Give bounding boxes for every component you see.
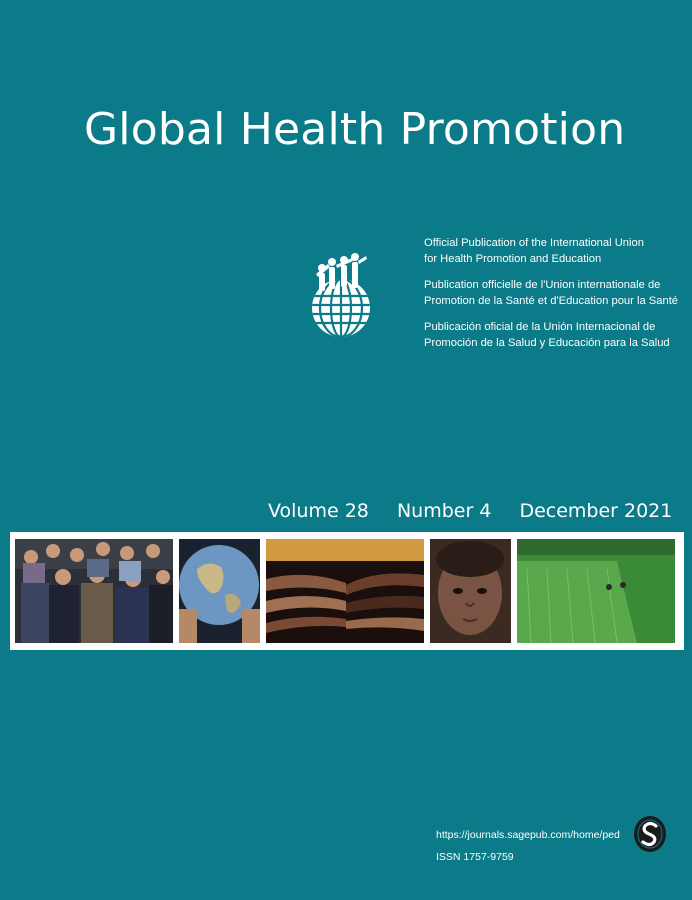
issue-info <box>268 498 688 524</box>
publication-statement <box>424 236 686 362</box>
publication-line: Official Publication of the International Union <box>424 237 644 249</box>
stacked-hands-photo <box>266 539 424 643</box>
rice-field-photo <box>517 539 675 643</box>
publication-line: Promoción de la Salud y Educación para la Salud <box>424 336 670 349</box>
globe-in-hands-photo <box>179 539 260 643</box>
issue-number: Number 4 <box>396 500 492 522</box>
child-face-photo <box>430 539 511 643</box>
publication-english <box>424 236 686 267</box>
publication-line: Publicación oficial de la Unión Internacional de <box>424 321 656 333</box>
journal-issn: ISSN 1757-9759 <box>436 851 514 863</box>
iuhpe-logo-icon <box>308 252 374 340</box>
group-of-people-photo <box>15 539 173 643</box>
sage-logo-icon <box>633 815 667 853</box>
journal-title: Global Health Promotion <box>84 104 626 155</box>
publication-french <box>424 278 686 309</box>
publication-line: Promotion de la Santé et d'Education pour la Santé <box>424 294 679 307</box>
publication-line: for Health Promotion and Education <box>424 252 602 265</box>
issue-date: December 2021 <box>519 500 673 522</box>
footer-info <box>436 824 636 868</box>
journal-url: https://journals.sagepub.com/home/ped <box>436 829 620 841</box>
publication-spanish <box>424 320 686 351</box>
photo-strip <box>10 532 684 650</box>
publication-line: Publication officielle de l'Union internationale de <box>424 279 661 291</box>
issue-volume: Volume 28 <box>268 500 369 522</box>
